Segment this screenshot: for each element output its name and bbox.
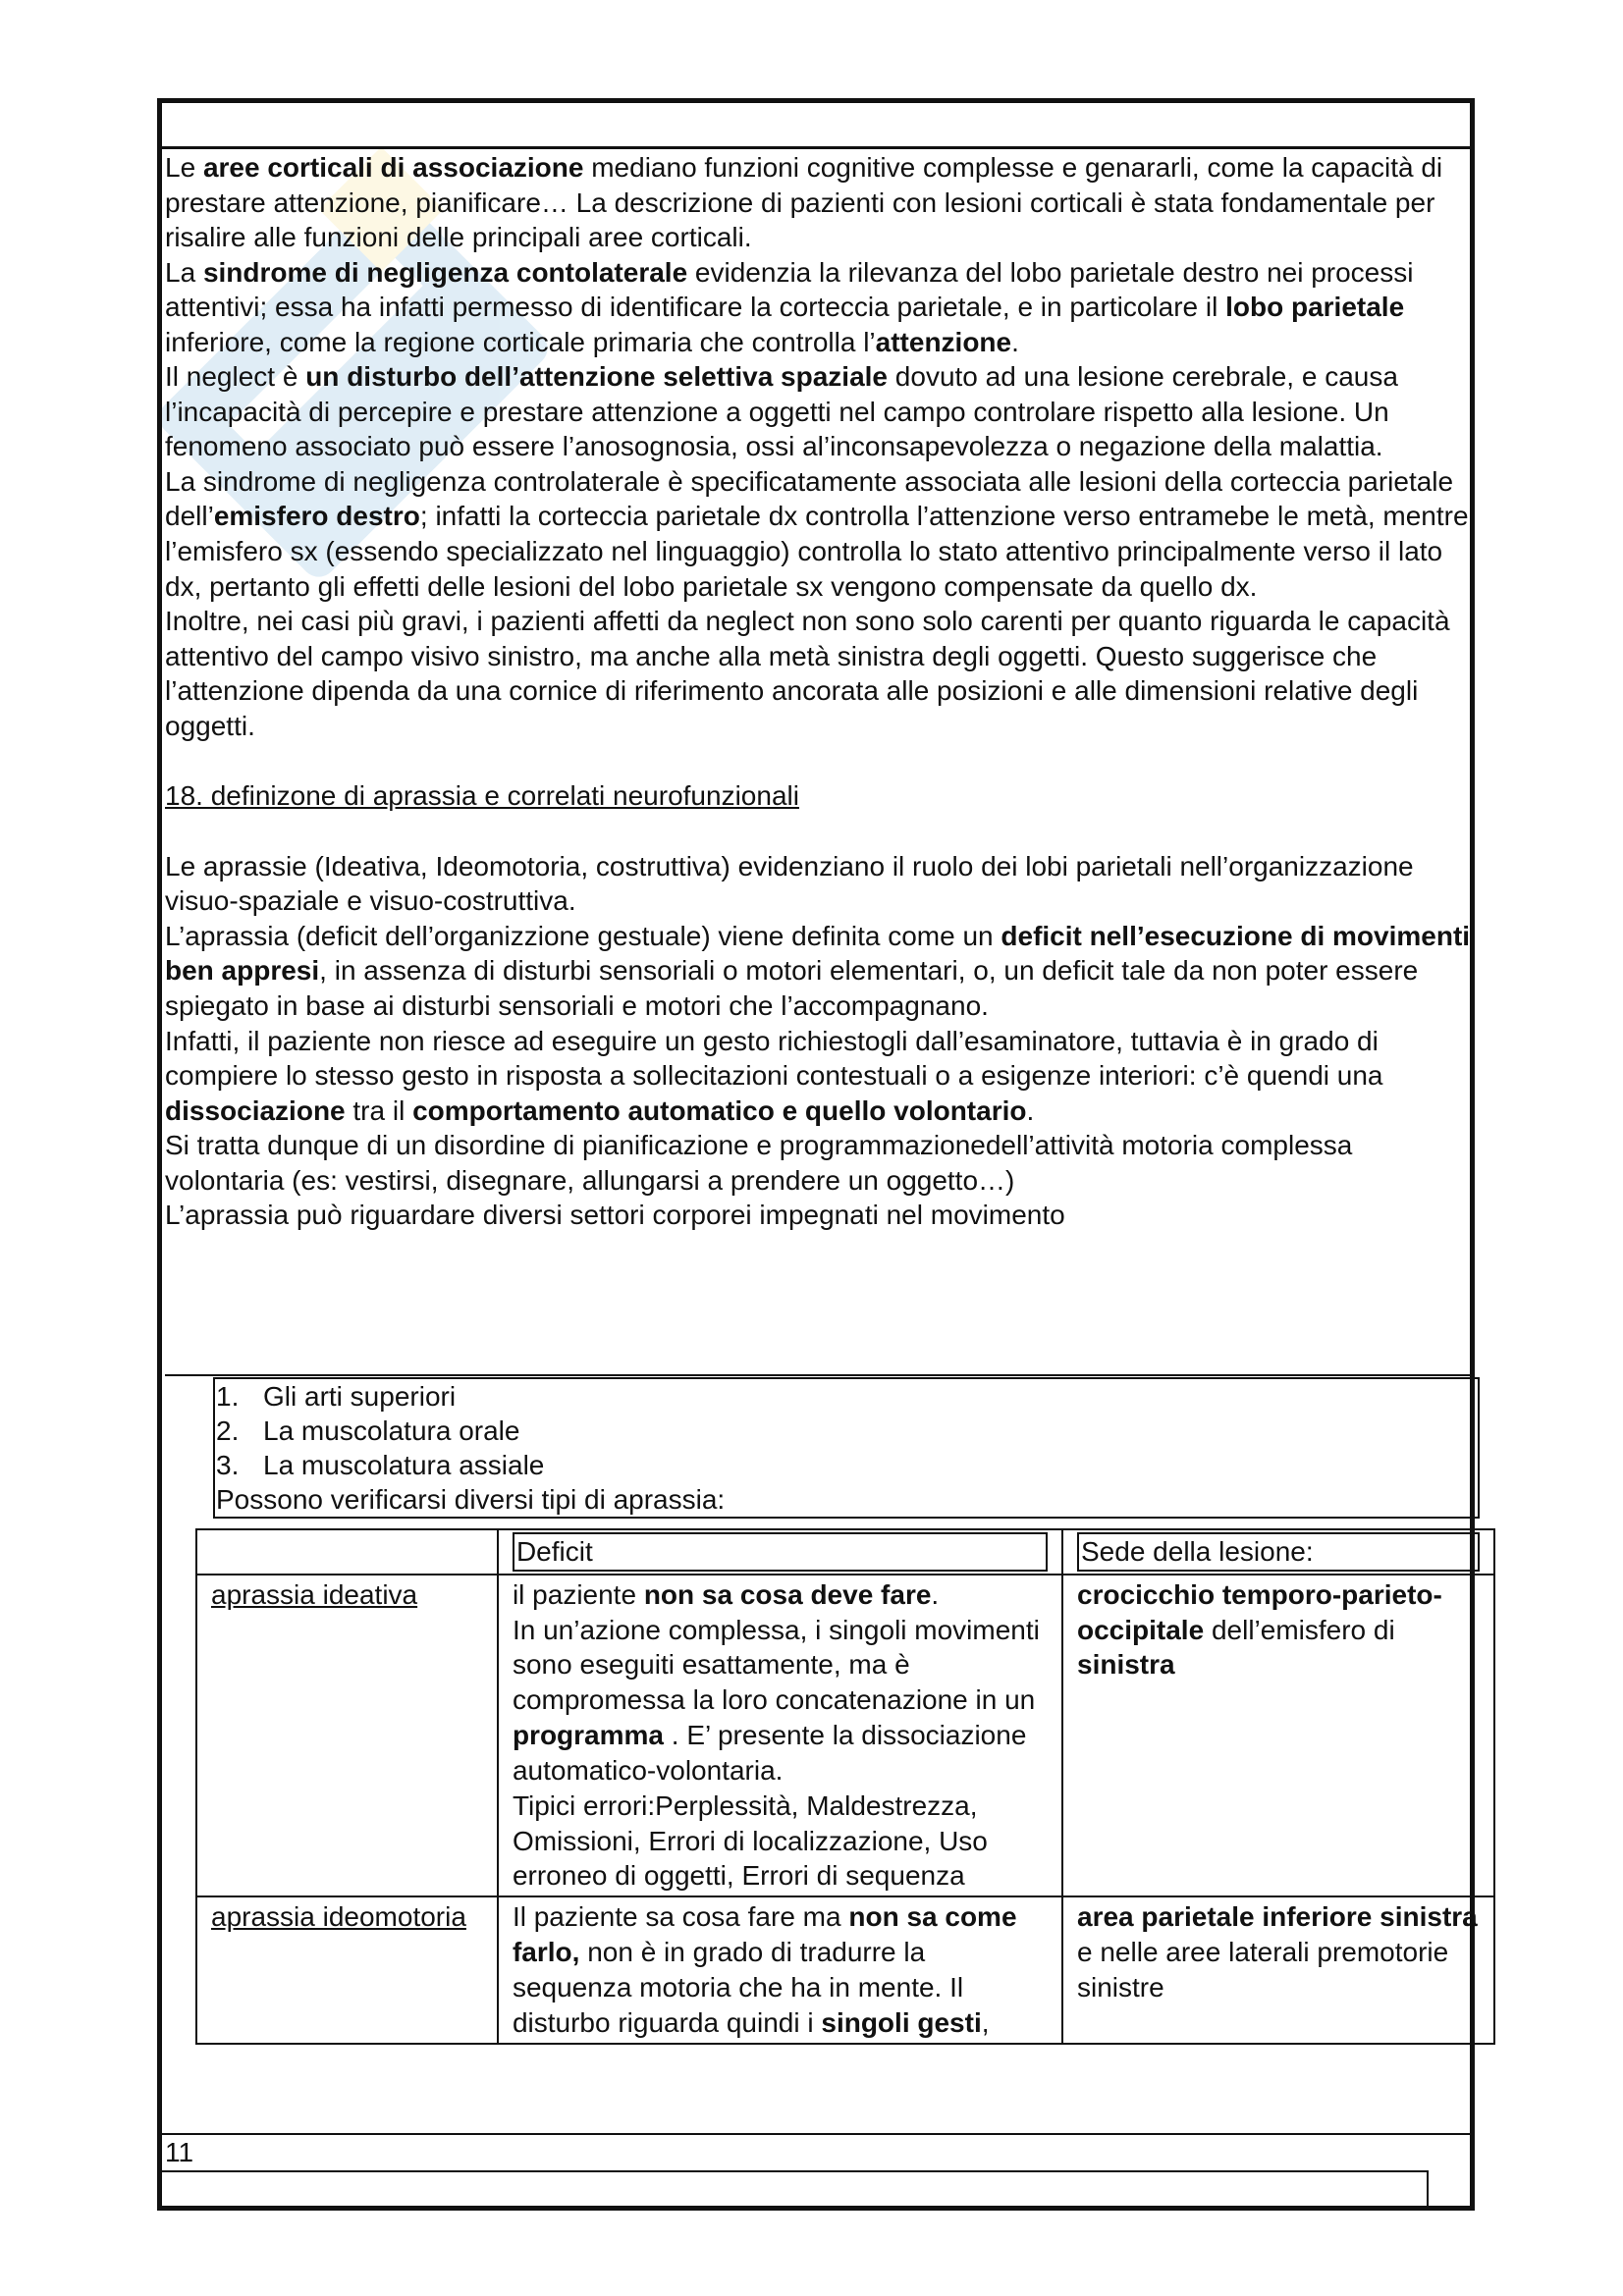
row-sede-ideomotoria: area parietale inferiore sinistra e nelle aree laterali premotorie sinistre [1062,1896,1494,2043]
list-item: 2. La muscolatura orale [216,1415,520,1446]
paragraph-apraxia-definition: L’aprassia (deficit dell’organizzione gestuale) viene definita come un deficit nell’esecuzione di movimenti ben appresi, in assenza di disturbi sensoriali o motori elementari, o, un deficit tale da non poter essere spiegato in base ai disturbi sensoriali e motori che l’accompagnano. [165,920,1471,1022]
page-number: 11 [165,2137,194,2167]
row-sede-ideativa: crocicchio temporo-parieto-occipitale dell’emisfero di sinistra [1062,1575,1494,1896]
row-name-ideativa: aprassia ideativa [196,1575,498,1896]
list-item: 3. La muscolatura assiale [216,1450,545,1480]
header-bar [162,103,1470,149]
paragraph-severe-cases: Inoltre, nei casi più gravi, i pazienti affetti da neglect non sono solo carenti per quanto riguarda le capacità attentivo del campo visivo sinistro, ma anche alla metà sinistra degli oggetti. Questo suggerisce che l’attenzione dipenda da una cornice di riferimento ancorata alle posizioni e alle dimensioni relative degli oggetti. [165,606,1450,741]
table-header-row [196,1529,1494,1575]
list-item: 1. Gli arti superiori [216,1381,457,1412]
page-footer [162,2133,1470,2214]
body-sectors-list [213,1377,1480,1519]
row-name-ideomotoria: aprassia ideomotoria [196,1896,498,2043]
table-row [196,1896,1494,2043]
main-text-block [165,150,1473,1376]
table-header-sede: Sede della lesione: [1062,1529,1494,1575]
paragraph-apraxia-intro: Le aprassie (Ideativa, Ideomotoria, costruttiva) evidenziano il ruolo dei lobi parietali nell’organizzazione visuo-spaziale e visuo-costruttiva. [165,850,1414,917]
paragraph-neglect-definition: Il neglect è un disturbo dell’attenzione selettiva spaziale dovuto ad una lesione cerebrale, e causa l’incapacità di percepire e prestare attenzione a oggetti nel campo controlare rispetto alla lesione. Un fenomeno associato può essere l’anosognosia, ossi al’inconsapevolezza o negazione della malattia. [165,361,1398,462]
paragraph-body-sectors: L’aprassia può riguardare diversi settori corporei impegnati nel movimento [165,1200,1065,1231]
footer-box [162,2170,1429,2210]
table-header-deficit: Deficit [498,1529,1062,1575]
paragraph-right-hemisphere: La sindrome di negligenza controlaterale è specificatamente associata alle lesioni della corteccia parietale dell’emisfero destro; infatti la corteccia parietale dx controlla l’attenzione verso entramebe le metà, mentre l’emisfero sx (essendo specializzato nel linguaggio) controlla lo stato attentivo principalmente verso il lato dx, pertanto gli effetti delle lesioni del lobo parietale sx vengono compensate da quello dx. [165,465,1469,602]
row-deficit-ideativa: il paziente non sa cosa deve fare. In un’azione complessa, i singoli movimenti sono eseguiti esattamente, ma è compromessa la loro concatenazione in un programma . E’ presente la dissociazione automatico-volontaria. Tipici errori:Perplessità, Maldestrezza, Omissioni, Errori di localizzazione, Uso erroneo di oggetti, Errori di sequenza [498,1575,1062,1896]
table-row [196,1575,1494,1896]
paragraph-neglect-syndrome: La sindrome di negligenza contolaterale evidenzia la rilevanza del lobo parietale destro nei processi attentivi; essa ha infatti permesso di identificare la corteccia parietale, e in particolare il lobo parietale inferiore, come la regione corticale primaria che controlla l’attenzione. [165,256,1414,357]
section-heading: 18. definizone di aprassia e correlati neurofunzionali [165,780,799,812]
list-followup-text: Possono verificarsi diversi tipi di aprassia: [216,1484,726,1515]
table-header-empty [196,1529,498,1575]
apraxia-table [195,1528,1495,2045]
paragraph-dissociation: Infatti, il paziente non riesce ad eseguire un gesto richiestogli dall’esaminatore, tuttavia è in grado di compiere lo stesso gesto in risposta a sollecitazioni contestuali o a esigenze interiori: c’è quendi una dissociazione tra il comportamento automatico e quello volontario. [165,1025,1383,1126]
row-deficit-ideomotoria: Il paziente sa cosa fare ma non sa come farlo, non è in grado di tradurre la sequenza motoria che ha in mente. Il disturbo riguarda quindi i singoli gesti, [498,1896,1062,2043]
paragraph-planning-disorder: Si tratta dunque di un disordine di pianificazione e programmazionedell’attività motoria complessa volontaria (es: vestirsi, disegnare, allungarsi a prendere un oggetto…) [165,1130,1353,1196]
paragraph-association-areas: Le aree corticali di associazione mediano funzioni cognitive complesse e genararli, come la capacità di prestare attenzione, pianificare… La descrizione di pazienti con lesioni corticali è stata fondamentale per risalire alle funzioni delle principali aree corticali. [165,152,1443,253]
page-frame [157,98,1478,2211]
